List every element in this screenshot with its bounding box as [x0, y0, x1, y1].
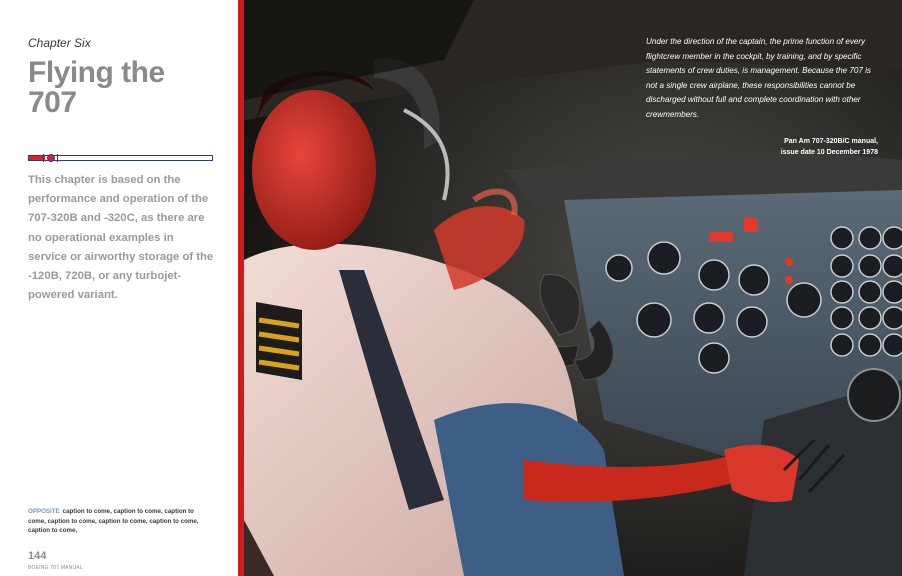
page-number: 144	[28, 550, 47, 562]
book-title: BOEING 707 MANUAL	[28, 565, 83, 571]
left-page	[0, 0, 238, 576]
photo-caption	[28, 507, 213, 536]
quote-source-line1: Pan Am 707-320B/C manual,	[784, 138, 878, 145]
pull-quote: Under the direction of the captain, the prime function of every flightcrew member in the cockpit, by training, and by specific statements of crew duties, is management. Because the 707 is not a single crew airplane, these responsibilities cannot be discharged without full and complete coordination with other crewmembers.	[646, 37, 871, 119]
caption-keyword: OPPOSITE	[28, 508, 60, 515]
chapter-title-line2: 707	[28, 86, 77, 119]
chapter-label: Chapter Six	[28, 36, 91, 50]
chapter-title-line1: Flying the	[28, 56, 165, 89]
quote-source	[764, 136, 878, 158]
rule-tick	[57, 154, 58, 162]
caption-text: caption to come, caption to come, caption to come, caption to come, caption to come, caption to come, caption to come,	[28, 508, 199, 535]
chapter-title	[28, 58, 228, 118]
rule-tick	[43, 154, 44, 162]
chapter-rule	[28, 155, 213, 161]
quote-source-line2: issue date 10 December 1978	[780, 149, 878, 156]
intro-paragraph: This chapter is based on the performance and operation of the 707-320B and -320C, as there are no operational examples in service or airworthy storage of the -120B, 720B, or any turbojet-powered variant.	[28, 174, 214, 302]
cockpit-photo	[244, 0, 902, 576]
rule-marker-dot	[47, 154, 55, 162]
